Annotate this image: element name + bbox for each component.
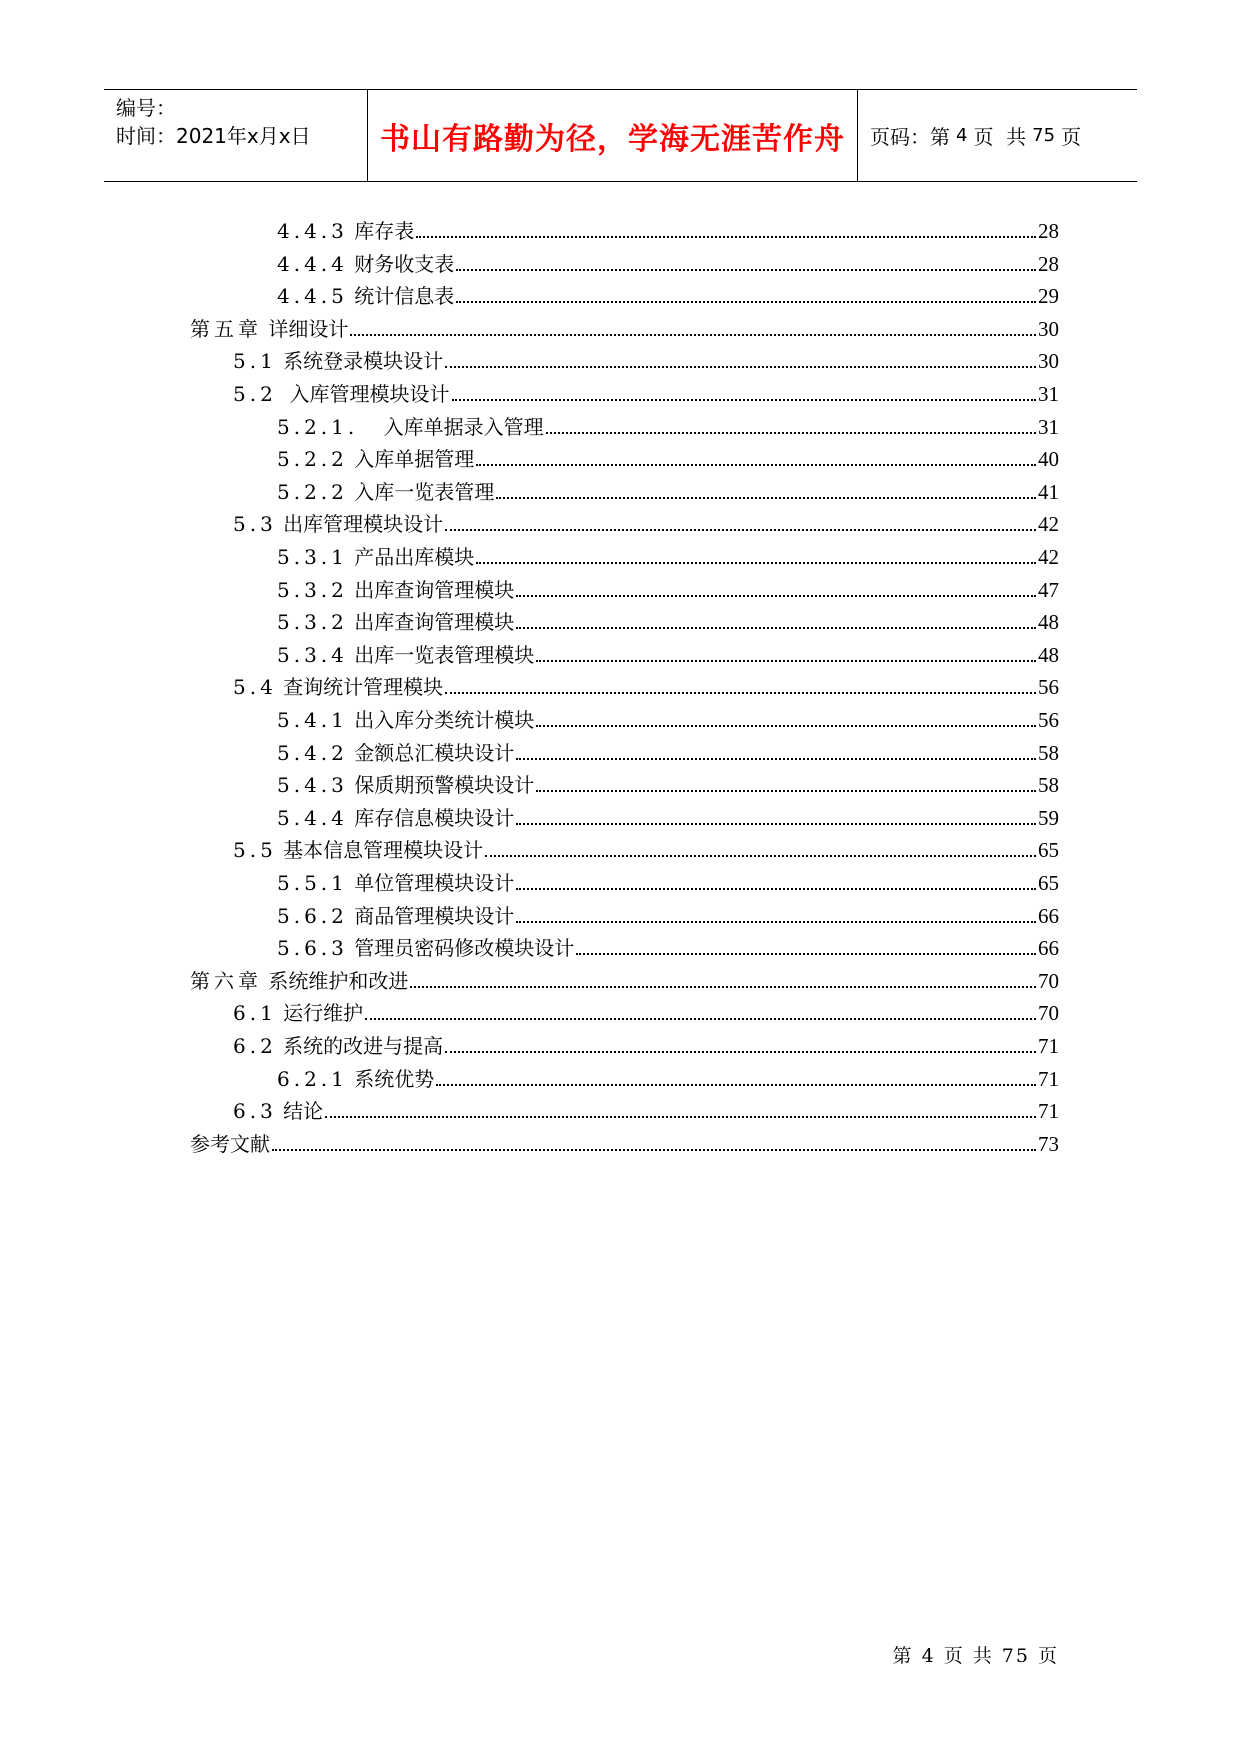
toc-leader-dots (445, 1051, 1036, 1053)
toc-entry-number: 6.1 (233, 1001, 277, 1026)
toc-entry-number: 5.4 (233, 675, 277, 700)
toc-entry-text: 结论 (283, 1099, 324, 1124)
toc-entry[interactable] (233, 1026, 1059, 1059)
toc-entry[interactable] (190, 309, 1059, 342)
toc-entry-text: 出库管理模块设计 (283, 512, 444, 537)
toc-leader-dots (536, 725, 1036, 727)
toc-entry-page: 48 (1038, 642, 1059, 667)
toc-entry-text: 系统登录模块设计 (283, 349, 444, 374)
toc-entry-number: 5.4.2 (277, 740, 348, 765)
toc-entry-text: 系统维护和改进 (268, 968, 409, 993)
toc-entry-title (233, 1098, 325, 1124)
toc-leader-dots (516, 921, 1036, 923)
toc-entry-text: 财务收支表 (354, 251, 455, 276)
toc-entry-title (233, 381, 452, 407)
toc-entry-text: 出库查询管理模块 (354, 577, 515, 602)
toc-entry-number: 第六章 (190, 968, 262, 993)
toc-entry-page: 71 (1038, 1099, 1059, 1124)
toc-entry-title (233, 511, 445, 537)
toc-entry-page: 30 (1038, 349, 1059, 374)
toc-leader-dots (485, 855, 1036, 857)
toc-entry-text: 单位管理模块设计 (354, 871, 515, 895)
toc-entry[interactable] (277, 896, 1059, 929)
toc-entry-title (277, 740, 516, 766)
toc-entry-text: 统计信息表 (354, 284, 455, 309)
toc-entry[interactable] (277, 863, 1059, 896)
header-meta (104, 90, 368, 181)
toc-entry-number: 4.4.5 (277, 284, 348, 309)
toc-entry[interactable] (277, 765, 1059, 798)
toc-entry-page: 41 (1038, 479, 1059, 504)
toc-entry-number: 4.4.4 (277, 251, 348, 276)
toc-entry[interactable] (277, 439, 1059, 472)
toc-entry-title (277, 772, 536, 798)
header-page-info (858, 90, 1137, 181)
toc-entry[interactable] (277, 602, 1059, 635)
page-suffix: 页 (1061, 125, 1082, 149)
toc-entry-text: 系统的改进与提高 (283, 1034, 444, 1058)
toc-entry-page: 66 (1038, 903, 1059, 928)
toc-entry-title (190, 1131, 272, 1157)
toc-leader-dots (350, 334, 1036, 336)
toc-leader-dots (546, 432, 1036, 434)
toc-entry-number: 5.1 (233, 349, 277, 374)
toc-entry-number: 第五章 (190, 316, 262, 341)
toc-entry[interactable] (277, 537, 1059, 570)
toc-entry-page: 29 (1038, 284, 1059, 309)
toc-entry-page: 31 (1038, 414, 1059, 439)
toc-entry-title (233, 1033, 445, 1059)
toc-entry-number: 5.3.4 (277, 642, 348, 667)
toc-entry-page: 71 (1038, 1066, 1059, 1091)
toc-entry[interactable] (277, 635, 1059, 668)
toc-leader-dots (516, 823, 1036, 825)
toc-entry[interactable] (277, 472, 1059, 505)
toc-entry[interactable] (233, 1091, 1059, 1124)
toc-entry[interactable] (233, 341, 1059, 374)
toc-entry-title (233, 1000, 365, 1026)
toc-entry-page: 56 (1038, 675, 1059, 700)
toc-leader-dots (516, 758, 1036, 760)
page-number: 4 (956, 125, 968, 146)
toc-entry-page: 70 (1038, 1001, 1059, 1026)
toc-leader-dots (325, 1116, 1036, 1118)
toc-entry-title (277, 218, 416, 244)
toc-entry-text: 入库单据录入管理 (364, 414, 544, 439)
page-prefix: 页码：第 (870, 125, 950, 149)
toc-leader-dots (476, 562, 1036, 564)
toc-entry-page: 59 (1038, 805, 1059, 830)
toc-entry-text: 出入库分类统计模块 (354, 708, 535, 732)
toc-entry-number: 4.4.3 (277, 219, 348, 243)
toc-entry[interactable] (233, 374, 1059, 407)
toc-entry-title (277, 251, 456, 277)
toc-entry[interactable] (277, 276, 1059, 309)
toc-entry[interactable] (233, 504, 1059, 537)
toc-entry-text: 详细设计 (268, 316, 349, 341)
toc-entry-number: 5.5 (233, 838, 277, 863)
toc-entry-number: 5.5.1 (277, 871, 348, 895)
page-total: 75 (1032, 125, 1056, 146)
toc-entry-title (277, 805, 516, 831)
toc-entry[interactable] (190, 961, 1059, 994)
toc-leader-dots (476, 464, 1036, 466)
toc-entry-title (277, 935, 576, 961)
toc-leader-dots (536, 790, 1036, 792)
toc-entry-text: 出库查询管理模块 (354, 610, 515, 635)
toc-entry-number: 6.2 (233, 1034, 277, 1058)
toc-entry-text: 保质期预警模块设计 (354, 773, 535, 798)
toc-entry-page: 66 (1038, 936, 1059, 961)
toc-entry-text: 出库一览表管理模块 (354, 642, 535, 667)
toc-entry-page: 42 (1038, 545, 1059, 569)
toc-entry-title (190, 316, 350, 342)
toc-entry-page: 71 (1038, 1034, 1059, 1058)
toc-leader-dots (416, 236, 1036, 238)
toc-entry-title (277, 870, 516, 896)
toc-entry-number: 5.4.3 (277, 773, 348, 798)
toc-entry[interactable] (233, 667, 1059, 700)
toc-entry[interactable] (233, 993, 1059, 1026)
toc-entry-number: 5.2 (233, 382, 277, 406)
toc-entry-text: 入库管理模块设计 (283, 382, 450, 406)
toc-entry-text: 库存信息模块设计 (354, 805, 515, 830)
toc-entry-text: 金额总汇模块设计 (354, 740, 515, 765)
toc-entry-number: 5.6.3 (277, 936, 348, 961)
toc-entry[interactable] (277, 570, 1059, 603)
toc-leader-dots (516, 627, 1036, 629)
toc-entry-page: 42 (1038, 512, 1059, 537)
toc-entry-number: 5.2.1. (277, 414, 359, 439)
toc-entry-title (277, 1066, 436, 1092)
toc-entry-title (233, 837, 485, 863)
page-mid: 页 共 (973, 125, 1027, 149)
toc-entry-page: 31 (1038, 382, 1059, 406)
toc-entry-title (277, 283, 456, 309)
toc-entry[interactable] (233, 830, 1059, 863)
toc-leader-dots (445, 692, 1036, 694)
toc-entry-text: 系统优势 (354, 1066, 435, 1091)
toc-entry[interactable] (277, 407, 1059, 440)
toc-entry-title (277, 414, 546, 440)
page-footer: 第 4 页 共 75 页 (892, 1645, 1059, 1667)
toc-entry-number: 5.3.1 (277, 545, 348, 569)
toc-entry-text: 库存表 (354, 219, 415, 243)
toc-entry-title (277, 577, 516, 603)
toc-leader-dots (496, 497, 1036, 499)
toc-entry-text: 产品出库模块 (354, 545, 475, 569)
toc-entry-title (277, 446, 476, 472)
toc-entry-page: 58 (1038, 773, 1059, 798)
toc-entry-title (277, 642, 536, 668)
toc-entry-text: 运行维护 (283, 1001, 364, 1026)
toc-leader-dots (516, 888, 1036, 890)
toc-entry-page: 30 (1038, 316, 1059, 341)
toc-leader-dots (365, 1018, 1036, 1020)
toc-entry-text: 入库一览表管理 (354, 479, 495, 504)
toc-leader-dots (536, 660, 1036, 662)
toc-entry-page: 58 (1038, 740, 1059, 765)
toc-entry-page: 47 (1038, 577, 1059, 602)
toc-entry-number: 5.6.2 (277, 903, 348, 928)
toc-leader-dots (445, 366, 1036, 368)
toc-leader-dots (576, 953, 1036, 955)
toc-entry-number: 6.2.1 (277, 1066, 348, 1091)
toc-entry-text: 商品管理模块设计 (354, 903, 515, 928)
toc-leader-dots (410, 986, 1036, 988)
toc-entry-page: 56 (1038, 708, 1059, 732)
toc-entry-title (277, 903, 516, 929)
toc-entry[interactable] (277, 733, 1059, 766)
document-number-label: 编号： (116, 96, 176, 120)
toc-entry-number: 6.3 (233, 1099, 277, 1124)
toc-entry-title (190, 968, 410, 994)
toc-entry-title (277, 479, 496, 505)
toc-entry-number: 5.3.2 (277, 577, 348, 602)
toc-entry[interactable] (277, 700, 1059, 733)
toc-entry-text: 查询统计管理模块 (283, 675, 444, 700)
toc-entry[interactable] (277, 928, 1059, 961)
toc-entry-number: 5.2.2 (277, 447, 348, 472)
toc-entry-page: 48 (1038, 610, 1059, 635)
toc-leader-dots (516, 595, 1036, 597)
document-time-label: 时间：2021年x月x日 (116, 124, 311, 148)
toc-entry-title (233, 348, 445, 374)
toc-entry[interactable] (277, 798, 1059, 831)
toc-entry-number: 5.3 (233, 512, 277, 537)
toc-entry-number: 5.4.4 (277, 805, 348, 830)
toc-entry-number: 5.2.2 (277, 479, 348, 504)
toc-entry-text: 基本信息管理模块设计 (283, 838, 484, 863)
toc-entry-text: 管理员密码修改模块设计 (354, 936, 575, 961)
toc-leader-dots (456, 269, 1036, 271)
toc-entry-number: 5.4.1 (277, 708, 348, 732)
toc-entry-number: 5.3.2 (277, 610, 348, 635)
toc-entry-page: 73 (1038, 1131, 1059, 1156)
toc-leader-dots (436, 1084, 1036, 1086)
toc-entry-title (233, 674, 445, 700)
header-motto: 书山有路勤为径，学海无涯苦作舟 (368, 90, 858, 181)
toc-entry-title (277, 544, 476, 570)
toc-entry-page: 40 (1038, 447, 1059, 472)
toc-entry-page: 70 (1038, 968, 1059, 993)
toc-leader-dots (445, 529, 1036, 531)
toc-leader-dots (452, 399, 1036, 401)
toc-entry-page: 65 (1038, 871, 1059, 895)
toc-entry[interactable] (277, 244, 1059, 277)
page-header (104, 89, 1137, 182)
toc-entry-title (277, 609, 516, 635)
toc-entry-text: 参考文献 (190, 1131, 270, 1156)
toc-entry[interactable] (277, 1059, 1059, 1092)
toc-entry[interactable] (277, 211, 1059, 244)
toc-leader-dots (272, 1149, 1036, 1151)
toc-entry-page: 28 (1038, 219, 1059, 243)
toc-entry-page: 28 (1038, 251, 1059, 276)
toc-leader-dots (456, 301, 1036, 303)
toc-entry-page: 65 (1038, 838, 1059, 863)
toc-entry[interactable] (190, 1124, 1059, 1157)
toc-entry-title (277, 707, 536, 733)
toc-entry-text: 入库单据管理 (354, 447, 475, 472)
